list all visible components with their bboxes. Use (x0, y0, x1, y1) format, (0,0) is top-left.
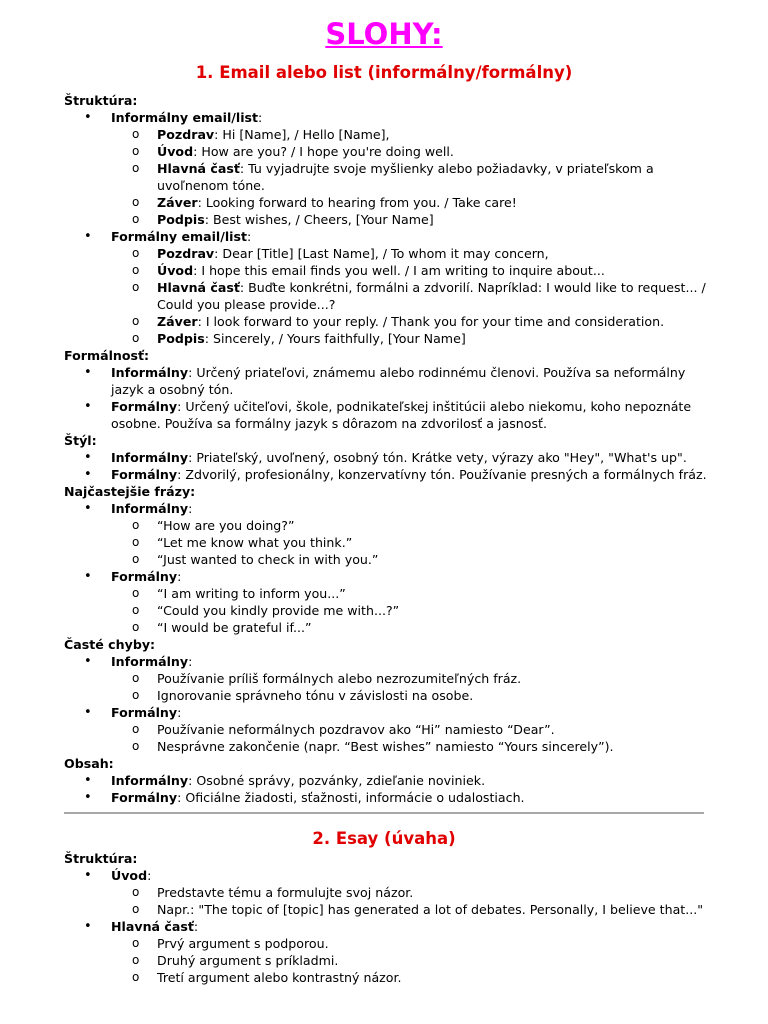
item-value: : Oficiálne žiadosti, sťažnosti, informácie o udalostiach. (177, 790, 525, 805)
item-value: : Buďte konkrétni, formálni a zdvorilí. Napríklad: I would like to request... / Could you please provide...? (157, 280, 706, 312)
list-item (64, 262, 714, 279)
bullet-circle: o (132, 161, 140, 175)
list-item (64, 551, 714, 568)
section-divider (64, 812, 704, 814)
bullet-circle: o (132, 936, 140, 950)
list-item (64, 517, 714, 534)
page-title: SLOHY: (325, 17, 443, 51)
list-item (64, 466, 714, 483)
bullet-disc: • (84, 654, 92, 669)
mistake: Používanie príliš formálnych alebo nezrozumiteľných fráz. (157, 671, 522, 686)
list-item (64, 901, 714, 918)
phrase: “Let me know what you think.” (157, 535, 353, 550)
list-item (64, 670, 714, 687)
list-item (64, 245, 714, 262)
section1-body (64, 92, 714, 806)
item-text: Prvý argument s podporou. (157, 936, 329, 951)
list-item (64, 126, 714, 143)
bullet-disc: • (84, 399, 92, 414)
list-item (64, 398, 714, 432)
list-item (64, 313, 714, 330)
uvod-items (111, 884, 714, 918)
item-key: Informálny (111, 501, 189, 516)
item-key: Hlavná časť (111, 919, 194, 934)
item-value: : I look forward to your reply. / Thank you for your time and consideration. (197, 314, 665, 329)
item-value: : Osobné správy, pozvánky, zdieľanie noviniek. (188, 773, 486, 788)
mistake: Ignorovanie správneho tónu v závislosti na osobe. (157, 688, 474, 703)
bullet-disc: • (84, 569, 92, 584)
informal-email-items (111, 126, 714, 228)
styl-list (64, 449, 714, 483)
bullet-circle: o (132, 314, 140, 328)
list-item (64, 143, 714, 160)
frazy-formal-items (111, 585, 714, 636)
list-item (64, 602, 714, 619)
list-item: • Úvod: o Predstavte tému a formulujte svoj názor. o Napr.: "The topic of [topic] has generated a lot of debates. Personally, I believe that..." (64, 867, 714, 918)
bullet-circle: o (132, 739, 140, 753)
item-key: Úvod (157, 263, 194, 278)
item-value: : Hi [Name], / Hello [Name], (214, 127, 390, 142)
item-key: Hlavná časť (157, 161, 240, 176)
bullet-disc: • (84, 868, 92, 883)
formalnost-heading: Formálnosť: (64, 348, 150, 363)
item-key: Podpis (157, 212, 205, 227)
bullet-circle: o (132, 518, 140, 532)
bullet-circle: o (132, 586, 140, 600)
styl-heading: Štýl: (64, 433, 97, 448)
bullet-disc: • (84, 501, 92, 516)
bullet-disc: • (84, 919, 92, 934)
list-item (64, 211, 714, 228)
item-key: Úvod (111, 868, 148, 883)
item-key: Podpis (157, 331, 205, 346)
item-key: Úvod (157, 144, 194, 159)
bullet-circle: o (132, 246, 140, 260)
phrase: “Just wanted to check in with you.” (157, 552, 379, 567)
list-item (64, 738, 714, 755)
list-item (64, 772, 714, 789)
list-item (64, 721, 714, 738)
hlavna-items (111, 935, 714, 986)
bullet-circle: o (132, 885, 140, 899)
item-value: : Best wishes, / Cheers, [Your Name] (204, 212, 434, 227)
item-key: Hlavná časť (157, 280, 240, 295)
item-key: Formálny (111, 790, 178, 805)
item-key: Informálny (111, 773, 189, 788)
bullet-circle: o (132, 688, 140, 702)
list-item: • Formálny: o “I am writing to inform you...” o “Could you kindly provide me with...?” o “I would be grateful if...” (64, 568, 714, 636)
bullet-disc: • (84, 467, 92, 482)
section2-heading: 2. Esay (úvaha) (312, 829, 456, 848)
item-text: Druhý argument s príkladmi. (157, 953, 339, 968)
bullet-circle: o (132, 280, 140, 294)
bullet-disc: • (84, 365, 92, 380)
list-item (64, 534, 714, 551)
item-value: : Sincerely, / Yours faithfully, [Your Name] (204, 331, 466, 346)
item-value: : I hope this email finds you well. / I am writing to inquire about... (193, 263, 605, 278)
bullet-circle: o (132, 144, 140, 158)
formal-email-label: Formálny email/list (111, 229, 247, 244)
bullet-circle: o (132, 127, 140, 141)
list-item (64, 160, 714, 194)
bullet-circle: o (132, 263, 140, 277)
frazy-informal-items (111, 517, 714, 568)
list-item (64, 935, 714, 952)
bullet-disc: • (84, 229, 92, 244)
list-item (64, 194, 714, 211)
list-item (64, 789, 714, 806)
bullet-circle: o (132, 552, 140, 566)
phrase: “I would be grateful if...” (157, 620, 312, 635)
phrase: “How are you doing?” (157, 518, 295, 533)
list-item (64, 952, 714, 969)
item-key: Informálny (111, 654, 189, 669)
bullet-circle: o (132, 953, 140, 967)
list-item (64, 884, 714, 901)
chyby-informal-items (111, 670, 714, 704)
mistake: Nesprávne zakončenie (napr. “Best wishes” namiesto “Yours sincerely”). (157, 739, 614, 754)
chyby-formal-items (111, 721, 714, 755)
bullet-circle: o (132, 970, 140, 984)
bullet-circle: o (132, 212, 140, 226)
item-key: Formálny (111, 569, 178, 584)
bullet-disc: • (84, 450, 92, 465)
item-value: : Určený učiteľovi, škole, podnikateľskej inštitúcii alebo niekomu, koho nepoznáte osobne. Používa sa formálny jazyk s dôrazom na zdvorilosť a jasnosť. (111, 399, 692, 431)
formalnost-list (64, 364, 714, 432)
item-value: : Dear [Title] [Last Name], / To whom it may concern, (214, 246, 549, 261)
mistake: Používanie neformálnych pozdravov ako “Hi” namiesto “Dear”. (157, 722, 555, 737)
item-key: Pozdrav (157, 127, 215, 142)
bullet-circle: o (132, 195, 140, 209)
bullet-disc: • (84, 790, 92, 805)
bullet-circle: o (132, 671, 140, 685)
bullet-circle: o (132, 722, 140, 736)
item-value: : Priateľský, uvoľnený, osobný tón. Krátke vety, výrazy ako "Hey", "What's up". (188, 450, 687, 465)
list-item: • Informálny: o Používanie príliš formálnych alebo nezrozumiteľných fráz. o Ignorovanie správneho tónu v závislosti na osobe. (64, 653, 714, 704)
list-item (64, 687, 714, 704)
phrase: “Could you kindly provide me with...?” (157, 603, 400, 618)
section2-body (64, 850, 714, 986)
struktura2-list (64, 867, 714, 986)
bullet-circle: o (132, 902, 140, 916)
item-key: Informálny (111, 450, 189, 465)
bullet-disc: • (84, 705, 92, 720)
bullet-circle: o (132, 603, 140, 617)
formal-email-items (111, 245, 714, 347)
item-key: Informálny (111, 365, 189, 380)
chyby-list (64, 653, 714, 755)
item-text: Tretí argument alebo kontrastný názor. (157, 970, 402, 985)
item-text: Predstavte tému a formulujte svoj názor. (157, 885, 414, 900)
list-item (64, 330, 714, 347)
bullet-circle: o (132, 331, 140, 345)
item-key: Formálny (111, 399, 178, 414)
list-item (64, 449, 714, 466)
bullet-circle: o (132, 620, 140, 634)
item-value: : Tu vyjadrujte svoje myšlienky alebo požiadavky, v priateľskom a uvoľnenom tóne. (157, 161, 654, 193)
struktura2-heading: Štruktúra: (64, 851, 138, 866)
item-key: Záver (157, 314, 198, 329)
struktura-heading: Štruktúra: (64, 93, 138, 108)
item-value: : Zdvorilý, profesionálny, konzervatívny tón. Používanie presných a formálnych fráz. (177, 467, 707, 482)
item-key: Formálny (111, 467, 178, 482)
list-item (64, 585, 714, 602)
list-item: • Informálny: o “How are you doing?” o “Let me know what you think.” o “Just wanted to check in with you.” (64, 500, 714, 568)
section1-heading: 1. Email alebo list (informálny/formálny) (195, 63, 573, 82)
frazy-list (64, 500, 714, 636)
informal-email-label: Informálny email/list (111, 110, 259, 125)
obsah-list (64, 772, 714, 806)
item-value: : Určený priateľovi, známemu alebo rodinnému členovi. Používa sa neformálny jazyk a osobný tón. (111, 365, 686, 397)
item-text: Napr.: "The topic of [topic] has generated a lot of debates. Personally, I believe that..." (157, 902, 704, 917)
item-key: Formálny (111, 705, 178, 720)
list-item: • Informálny email/list: o Pozdrav: Hi [Name], / Hello [Name], o Úvod: How are you? / I hope you're doing well. o Hlavná časť: Tu vyjadrujte svoje myšlienky alebo požiadavky, v priateľskom a uvoľnenom tóne. o Záver: Looking forward to hearing from you. / Take care! o Podpis: Best wishes, / Cheers, [Your Name] (64, 109, 714, 228)
bullet-disc: • (84, 110, 92, 125)
list-item: • Hlavná časť: o Prvý argument s podporou. o Druhý argument s príkladmi. o Tretí argument alebo kontrastný názor. (64, 918, 714, 986)
bullet-disc: • (84, 773, 92, 788)
bullet-circle: o (132, 535, 140, 549)
phrase: “I am writing to inform you...” (157, 586, 346, 601)
list-item: • Formálny email/list: o Pozdrav: Dear [Title] [Last Name], / To whom it may concern, o Úvod: I hope this email finds you well. / I am writing to inquire about... o Hlavná časť: Buďte konkrétni, formálni a zdvorilí. Napríklad: I would like to request... / Could you please provide...? o Záver: I look forward to your reply. / Thank you for your time and consideration. o Podpis: Sincerely, / Yours faithfully, [Your Name] (64, 228, 714, 347)
item-key: Záver (157, 195, 198, 210)
list-item (64, 969, 714, 986)
item-value: : How are you? / I hope you're doing well. (193, 144, 454, 159)
list-item (64, 619, 714, 636)
item-value: : Looking forward to hearing from you. / Take care! (197, 195, 517, 210)
frazy-heading: Najčastejšie frázy: (64, 484, 196, 499)
struktura-list (64, 109, 714, 347)
chyby-heading: Časté chyby: (64, 637, 156, 652)
list-item: • Formálny: o Používanie neformálnych pozdravov ako “Hi” namiesto “Dear”. o Nesprávne zakončenie (napr. “Best wishes” namiesto “Yours sincerely”). (64, 704, 714, 755)
item-key: Pozdrav (157, 246, 215, 261)
obsah-heading: Obsah: (64, 756, 114, 771)
list-item (64, 279, 714, 313)
list-item (64, 364, 714, 398)
